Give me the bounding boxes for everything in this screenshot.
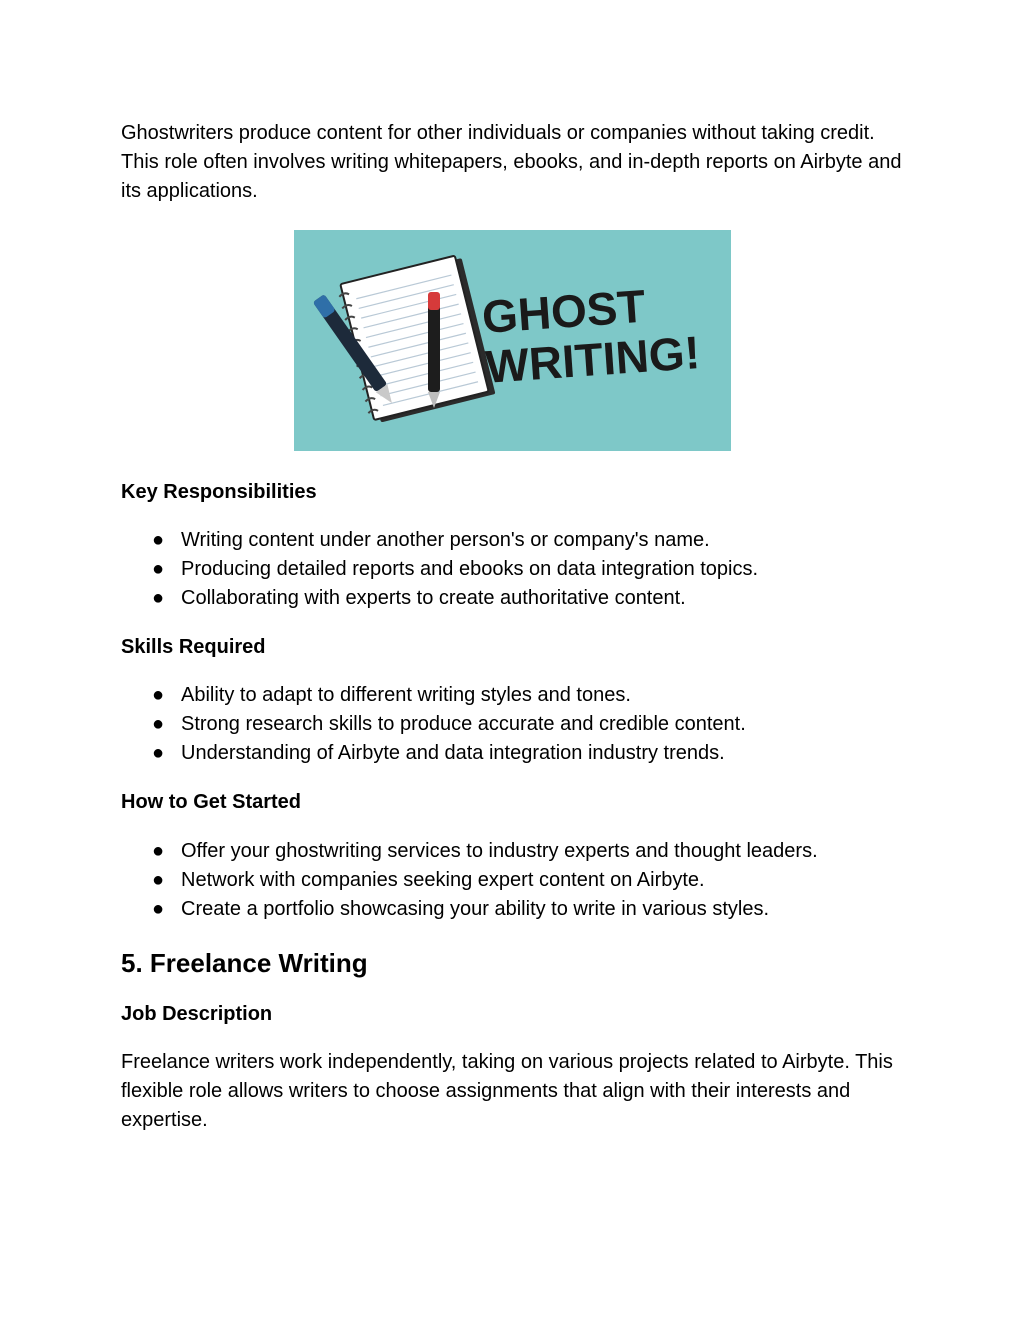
bullet-icon: ● bbox=[152, 840, 165, 862]
list-item: ● Writing content under another person's or company's name. bbox=[121, 526, 911, 555]
bullet-icon: ● bbox=[152, 529, 165, 551]
list-key-responsibilities bbox=[121, 526, 911, 613]
list-item: ● Network with companies seeking expert content on Airbyte. bbox=[121, 866, 911, 895]
freelance-paragraph: Freelance writers work independently, taking on various projects related to Airbyte. This flexible role allows writers to choose assignments that align with their interests and expertise. bbox=[121, 1051, 893, 1131]
section-heading-freelance-writing: 5. Freelance Writing bbox=[121, 948, 368, 978]
list-item: ● Collaborating with experts to create authoritative content. bbox=[121, 584, 911, 613]
intro-paragraph: Ghostwriters produce content for other individuals or companies without taking credit. This role often involves writing whitepapers, ebooks, and in-depth reports on Airbyte and its applications. bbox=[121, 122, 902, 202]
list-item: ● Create a portfolio showcasing your ability to write in various styles. bbox=[121, 895, 911, 924]
list-item: ● Producing detailed reports and ebooks on data integration topics. bbox=[121, 555, 911, 584]
heading-key-responsibilities: Key Responsibilities bbox=[121, 481, 317, 503]
heading-how-to-get-started: How to Get Started bbox=[121, 791, 302, 813]
list-item: ● Offer your ghostwriting services to industry experts and thought leaders. bbox=[121, 837, 911, 866]
ghost-writing-graphic bbox=[294, 230, 731, 451]
list-skills-required bbox=[121, 681, 911, 768]
bullet-icon: ● bbox=[152, 684, 165, 706]
bullet-icon: ● bbox=[152, 587, 165, 609]
bullet-icon: ● bbox=[152, 869, 165, 891]
ghost-writing-illustration bbox=[294, 230, 731, 451]
figure-text-line2: WRITING! bbox=[483, 326, 702, 393]
list-item: ● Strong research skills to produce accurate and credible content. bbox=[121, 710, 911, 739]
bullet-icon: ● bbox=[152, 558, 165, 580]
list-item: ● Ability to adapt to different writing styles and tones. bbox=[121, 681, 911, 710]
heading-skills-required: Skills Required bbox=[121, 636, 266, 658]
list-how-to-get-started bbox=[121, 837, 911, 924]
heading-job-description: Job Description bbox=[121, 1003, 273, 1025]
figure-text-line1: GHOST bbox=[480, 279, 648, 343]
bullet-icon: ● bbox=[152, 713, 165, 735]
bullet-icon: ● bbox=[152, 898, 165, 920]
list-item: ● Understanding of Airbyte and data integration industry trends. bbox=[121, 739, 911, 768]
bullet-icon: ● bbox=[152, 742, 165, 764]
